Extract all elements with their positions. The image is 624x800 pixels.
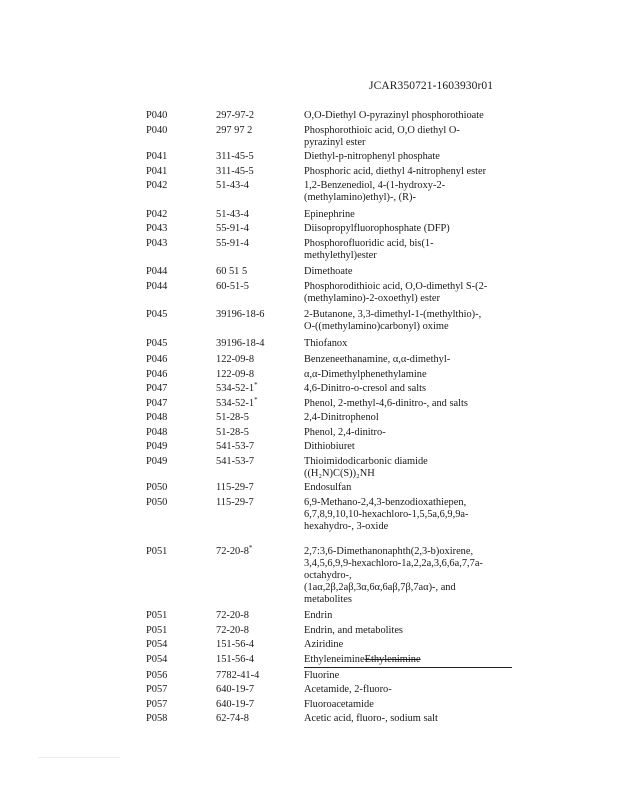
cas-number-text: 51-28-5 <box>216 426 249 438</box>
cas-number-text: 122-09-8 <box>216 368 255 380</box>
substance-name-line: (methylamino)ethyl)-, (R)- <box>304 192 416 203</box>
substance-name <box>304 625 516 637</box>
cas-footnote-mark: * <box>254 381 258 389</box>
cas-number-text: 122-09-8 <box>216 354 255 365</box>
waste-code: P041 <box>146 165 168 177</box>
cas-number-text: 115-29-7 <box>216 496 254 508</box>
substance-name <box>304 209 516 221</box>
substance-name-line: Phosphorodithioic acid, O,O-dimethyl S-(2- <box>304 280 488 292</box>
cas-number-text: 55-91-4 <box>216 223 249 234</box>
waste-code: P054 <box>146 639 168 650</box>
substance-name-line: Dimethoate <box>304 266 353 277</box>
waste-code: P047 <box>146 397 168 409</box>
substance-name <box>304 398 516 410</box>
substance-name <box>304 699 516 711</box>
substance-name-line: 1,2-Benzenediol, 4-(1-hydroxy-2- <box>304 180 446 191</box>
cas-number-text: 534-52-1 <box>216 383 255 394</box>
substance-name <box>304 266 516 278</box>
cas-number <box>216 125 304 137</box>
waste-code: P051 <box>146 545 168 557</box>
table-row <box>146 482 516 494</box>
substance-name-line: Endrin <box>304 610 333 621</box>
cas-number <box>216 610 304 622</box>
cas-number-text: 51-43-4 <box>216 180 249 191</box>
table-row <box>146 383 516 395</box>
cas-number <box>216 395 304 410</box>
waste-code: P049 <box>146 441 168 452</box>
waste-code: P042 <box>146 180 168 191</box>
substance-name <box>304 309 516 333</box>
cas-number-text: 39196-18-6 <box>216 309 265 320</box>
substance-name-line: (methylamino)-2-oxoethyl) ester <box>304 292 440 304</box>
substance-name <box>304 670 516 682</box>
cas-number-text: 640-19-7 <box>216 698 255 710</box>
table-row <box>146 238 516 262</box>
table-row <box>146 441 516 453</box>
cas-number <box>216 266 304 278</box>
table-row <box>146 625 516 637</box>
cas-number <box>216 338 304 350</box>
cas-number <box>216 639 304 651</box>
table-row <box>146 369 516 381</box>
cas-number <box>216 482 304 494</box>
cas-number <box>216 369 304 381</box>
substance-name-line: Endosulfan <box>304 482 352 493</box>
cas-number <box>216 412 304 424</box>
substance-name <box>304 441 516 453</box>
substance-name-line: hexahydro-, 3-oxide <box>304 520 389 532</box>
substance-name <box>304 412 516 424</box>
table-row <box>146 309 516 333</box>
substance-name <box>304 654 516 668</box>
waste-code: P047 <box>146 383 168 394</box>
cas-number-text: 151-56-4 <box>216 639 255 650</box>
table-row <box>146 209 516 221</box>
substance-name-line: Fluorine <box>304 669 340 681</box>
substance-name-line: Epinephrine <box>304 208 355 220</box>
cas-number <box>216 309 304 321</box>
table-row <box>146 180 516 204</box>
waste-code: P049 <box>146 455 168 467</box>
table-row <box>146 713 516 725</box>
cas-number-text: 60-51-5 <box>216 280 249 292</box>
cas-number-text: 55-91-4 <box>216 237 249 249</box>
cas-number-text: 39196-18-4 <box>216 337 265 349</box>
table-row <box>146 223 516 235</box>
waste-code: P057 <box>146 684 168 695</box>
substance-name <box>304 369 516 381</box>
substance-name-line: methylethyl)ester <box>304 249 377 261</box>
substance-name-line: Thioimidodicarbonic diamide <box>304 455 428 467</box>
substance-name <box>304 684 516 696</box>
table-row <box>146 110 516 122</box>
substance-name-line: 2,7:3,6-Dimethanonaphth(2,3-b)oxirene, <box>304 545 474 557</box>
waste-code: P046 <box>146 354 168 365</box>
table-row <box>146 654 516 668</box>
cas-number <box>216 110 304 122</box>
cas-footnote-mark: * <box>248 543 253 552</box>
table-row <box>146 497 516 533</box>
substance-name <box>304 238 516 262</box>
substance-name-line: Phosphorofluoridic acid, bis(1- <box>304 237 434 249</box>
cas-number <box>216 684 304 696</box>
table-row <box>146 684 516 696</box>
cas-number-text: 297-97-2 <box>216 110 255 121</box>
hazardous-waste-table <box>146 110 516 728</box>
substance-name-line: 2-Butanone, 3,3-dimethyl-1-(methylthio)-, <box>304 309 482 320</box>
substance-name-line: Aziridine <box>304 639 344 650</box>
cas-number <box>216 654 304 666</box>
waste-code: P043 <box>146 237 168 249</box>
cas-number-text: 72-20-8 <box>216 610 249 621</box>
row-spacer <box>146 725 516 728</box>
substance-name-line: Phenol, 2-methyl-4,6-dinitro-, and salts <box>304 397 468 409</box>
cas-number <box>216 543 304 558</box>
cas-number <box>216 166 304 178</box>
cas-number-text: 541-53-7 <box>216 441 255 452</box>
document-id: JCAR350721-1603930r01 <box>369 80 494 92</box>
substance-name <box>304 383 516 395</box>
table-row <box>146 125 516 149</box>
cas-number-text: 151-56-4 <box>216 653 255 665</box>
cas-number-text: 534-52-1 <box>216 397 255 409</box>
substance-name <box>304 456 516 480</box>
substance-name-line: Acetic acid, fluoro-, sodium salt <box>304 713 438 724</box>
waste-code: P045 <box>146 309 168 320</box>
substance-name-line: Endrin, and metabolites <box>304 624 403 636</box>
waste-code: P048 <box>146 426 168 438</box>
substance-name <box>304 639 516 651</box>
substance-name-revision <box>304 654 516 666</box>
waste-code: P050 <box>146 496 168 508</box>
waste-code: P058 <box>146 713 168 724</box>
table-row <box>146 151 516 163</box>
table-row <box>146 427 516 439</box>
substance-name-line: Phosphorothioic acid, O,O diethyl O- <box>304 124 460 136</box>
table-row <box>146 456 516 480</box>
substance-name <box>304 713 516 725</box>
substance-name-line: 6,7,8,9,10,10-hexachloro-1,5,5a,6,9,9a- <box>304 508 469 520</box>
cas-number-text: 72-20-8 <box>216 545 249 557</box>
substance-name-line: Diethyl-p-nitrophenyl phosphate <box>304 151 440 162</box>
waste-code: P057 <box>146 698 168 710</box>
substance-name <box>304 223 516 235</box>
waste-code: P056 <box>146 669 168 681</box>
table-row <box>146 395 516 410</box>
waste-code: P043 <box>146 223 168 234</box>
cas-number <box>216 441 304 453</box>
substance-name <box>304 610 516 622</box>
waste-code: P040 <box>146 124 168 136</box>
cas-number-text: 62-74-8 <box>216 713 249 724</box>
footer-mark <box>38 757 120 758</box>
substance-name <box>304 281 516 305</box>
table-row <box>146 412 516 424</box>
table-row <box>146 281 516 305</box>
waste-code: P048 <box>146 412 168 423</box>
cas-number <box>216 427 304 439</box>
cas-footnote-mark: * <box>254 395 258 404</box>
table-row <box>146 543 516 606</box>
substance-name-line: octahydro-, <box>304 569 352 581</box>
cas-number-text: 115-29-7 <box>216 482 254 493</box>
cas-number <box>216 223 304 235</box>
substance-name <box>304 427 516 439</box>
substance-name <box>304 546 516 606</box>
cas-number <box>216 354 304 366</box>
cas-number <box>216 281 304 293</box>
cas-number-text: 311-45-5 <box>216 165 254 177</box>
substance-name-line: Diisopropylfluorophosphate (DFP) <box>304 223 450 234</box>
cas-number <box>216 699 304 711</box>
cas-number-text: 640-19-7 <box>216 684 255 695</box>
waste-code: P051 <box>146 624 168 636</box>
cas-number <box>216 238 304 250</box>
substance-name <box>304 354 516 366</box>
substance-name <box>304 482 516 494</box>
substance-name-line: 3,4,5,6,9,9-hexachloro-1a,2,2a,3,6,6a,7,7a- <box>304 557 483 569</box>
cas-number-text: 297 97 2 <box>216 124 253 136</box>
cas-number <box>216 625 304 637</box>
waste-code: P050 <box>146 482 168 493</box>
cas-number-text: 60 51 5 <box>216 266 248 277</box>
waste-code: P042 <box>146 208 168 220</box>
waste-code: P051 <box>146 610 168 621</box>
cas-number-text: 51-43-4 <box>216 208 249 220</box>
cas-number-text: 51-28-5 <box>216 412 249 423</box>
waste-code: P044 <box>146 266 168 277</box>
substance-name-line: pyrazinyl ester <box>304 136 366 148</box>
substance-name-line: Dithiobiuret <box>304 441 355 452</box>
substance-name-line: 6,9-Methano-2,4,3-benzodioxathiepen, <box>304 496 467 508</box>
cas-number <box>216 209 304 221</box>
cas-number-text: 7782-41-4 <box>216 669 260 681</box>
cas-number-text: 541-53-7 <box>216 455 255 467</box>
waste-code: P045 <box>146 337 168 349</box>
substance-name-line: Ethyleneimine <box>304 653 365 665</box>
substance-name-line: metabolites <box>304 593 352 605</box>
revision-rule <box>304 667 512 668</box>
substance-name-line: Acetamide, 2-fluoro- <box>304 684 392 695</box>
substance-name-line: 2,4-Dinitrophenol <box>304 412 379 423</box>
substance-name <box>304 180 516 204</box>
table-row <box>146 266 516 278</box>
substance-name-line: O,O-Diethyl O-pyrazinyl phosphorothioate <box>304 110 484 121</box>
cas-number-text: 72-20-8 <box>216 624 249 636</box>
substance-name <box>304 110 516 122</box>
cas-number <box>216 670 304 682</box>
substance-name-line: α,α-Dimethylphenethylamine <box>304 368 427 380</box>
substance-name-line: Phosphoric acid, diethyl 4-nitrophenyl ester <box>304 165 487 177</box>
cas-number-text: 311-45-5 <box>216 151 254 162</box>
substance-name <box>304 151 516 163</box>
cas-number <box>216 151 304 163</box>
cas-number <box>216 456 304 468</box>
cas-number <box>216 383 304 395</box>
substance-name-line: Phenol, 2,4-dinitro- <box>304 426 386 438</box>
table-row <box>146 354 516 366</box>
table-row <box>146 610 516 622</box>
substance-name-line: Thiofanox <box>304 337 348 349</box>
substance-name <box>304 497 516 533</box>
substance-name <box>304 338 516 350</box>
substance-name-line: Fluoroacetamide <box>304 698 374 710</box>
table-row <box>146 699 516 711</box>
waste-code: P044 <box>146 280 168 292</box>
cas-number <box>216 713 304 725</box>
cas-number <box>216 497 304 509</box>
substance-name-line: (1aα,2β,2aβ,3α,6α,6aβ,7β,7aα)-, and <box>304 581 456 593</box>
substance-name-line: Benzeneethanamine, α,α-dimethyl- <box>304 354 451 365</box>
table-row <box>146 670 516 682</box>
waste-code: P040 <box>146 110 168 121</box>
substance-name <box>304 125 516 149</box>
substance-name-line: O-((methylamino)carbonyl) oxime <box>304 321 449 332</box>
row-spacer <box>146 533 516 546</box>
struck-text: Ethylenimine <box>364 653 421 665</box>
substance-name <box>304 166 516 178</box>
table-row <box>146 166 516 178</box>
waste-code: P041 <box>146 151 168 162</box>
waste-code: P046 <box>146 368 168 380</box>
cas-number <box>216 180 304 192</box>
substance-name-line: 4,6-Dinitro-o-cresol and salts <box>304 383 427 394</box>
substance-name-line: ((H₂N)C(S))₂NH <box>304 467 375 479</box>
table-row <box>146 338 516 350</box>
waste-code: P054 <box>146 653 168 665</box>
table-row <box>146 639 516 651</box>
